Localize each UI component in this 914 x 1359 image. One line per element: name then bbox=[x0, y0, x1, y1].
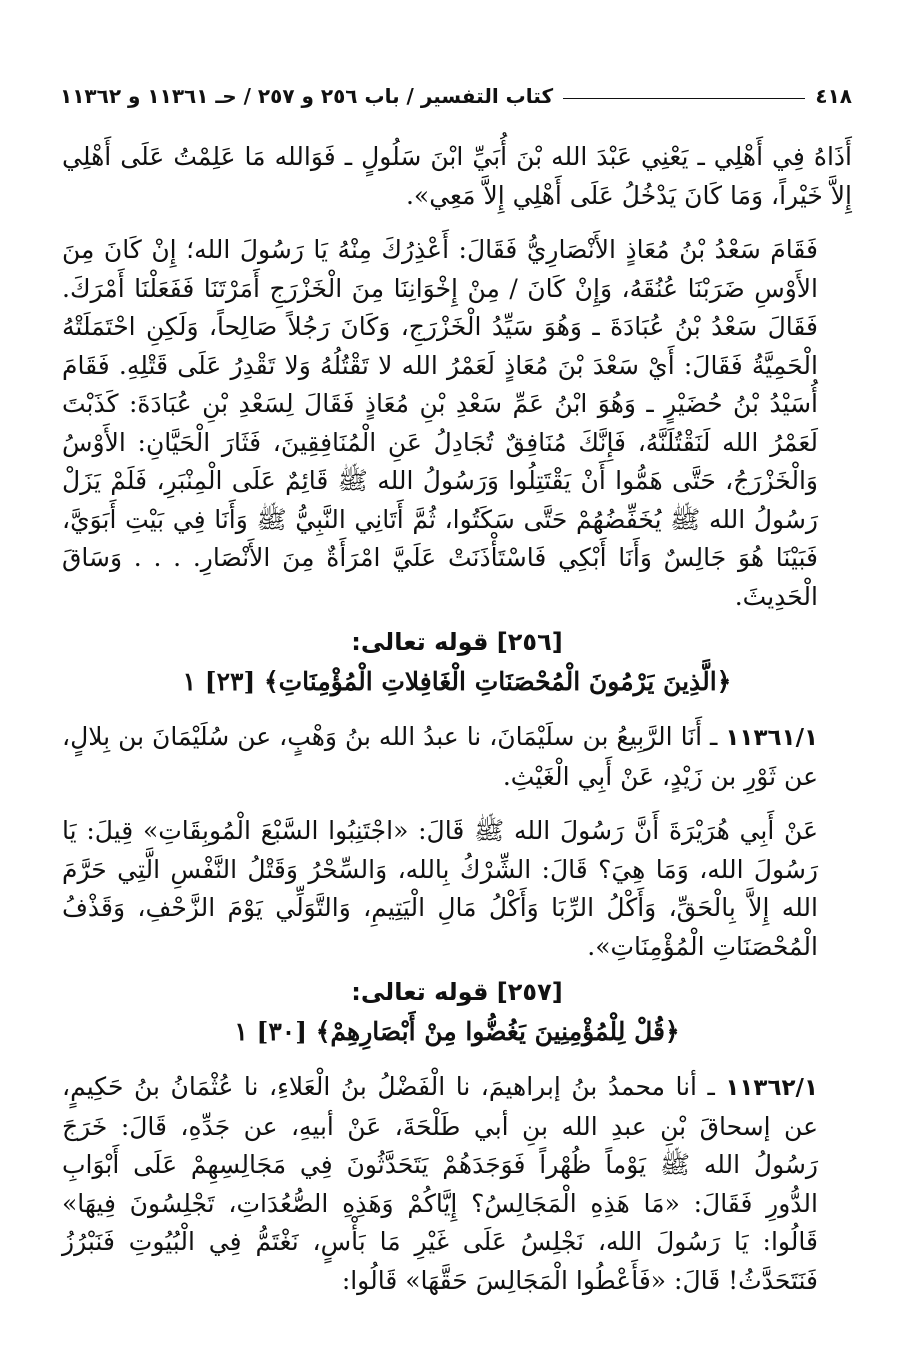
running-header bbox=[60, 84, 852, 108]
header-references: كتاب التفسير / باب ٢٥٦ و ٢٥٧ / حـ ١١٣٦١ و ١١٣٦٢ bbox=[60, 84, 554, 108]
section-title-257: [٢٥٧] قوله تعالى: bbox=[351, 978, 563, 1006]
hadith-number: ١١٣٦٢/١ bbox=[725, 1075, 818, 1101]
page-number: ٤١٨ bbox=[815, 84, 852, 108]
section-title-256: [٢٥٦] قوله تعالى: bbox=[351, 628, 563, 656]
hadith-11361 bbox=[62, 718, 852, 796]
page-body bbox=[62, 138, 852, 1300]
verse-256: ﴿الَّذِينَ يَرْمُونَ الْمُحْصَنَاتِ الْغَافِلاتِ الْمُؤْمِنَاتِ﴾ [٢٣] ١ bbox=[182, 667, 732, 696]
hadith-matn: عَنْ أَبِي هُرَيْرَةَ أَنَّ رَسُولَ الله ﷺ قَالَ: «اجْتَنِبُوا السَّبْعَ الْمُوبِقَاتِ» قِيلَ: يَا رَسُولَ الله، وَمَا هِيَ؟ قَالَ: الشِّرْكُ بِالله، وَالسِّحْرُ وَقَتْلُ النَّفْسِ الَّتِي حَرَّمَ الله إِلاَّ بِالْحَقِّ، وَأَكْلُ الرِّبَا وَأَكْلُ مَالِ الْيَتِيمِ، وَالتَّوَلِّي يَوْمَ الزَّحْفِ، وَقَذْفُ الْمُحْصَنَاتِ الْمُؤْمِنَاتِ». bbox=[62, 816, 818, 961]
hadith-text: ـ أنا محمدُ بنُ إبراهيمَ، نا الْفَضْلُ بنُ الْعَلاءِ، نا عُثْمَانُ بنُ حَكِيمٍ، عن إسحاقَ بْنِ عبدِ الله بنِ أبي طَلْحَةَ، عَنْ أبيهِ، عن جَدِّهِ، قَالَ: خَرَجَ رَسُولُ الله ﷺ يَوْماً ظُهْراً فَوَجَدَهُمْ يَتَحَدَّثُونَ فِي مَجَالِسِهِمْ عَلَى أَبْوَابِ الدُّورِ فَقَالَ: «مَا هَذِهِ الْمَجَالِسُ؟ إِيَّاكُمْ وَهَذِهِ الصُّعُدَاتِ، تَجْلِسُونَ فِيهَا» قَالُوا: يَا رَسُولَ الله، نَجْلِسُ عَلَى غَيْرِ مَا بَأْسٍ، نَغْتَمُّ فِي الْبُيُوتِ فَنَبْرُزُ فَنَتَحَدَّثُ! قَالَ: «فَأَعْطُوا الْمَجَالِسَ حَقَّهَا» قَالُوا: bbox=[62, 1072, 818, 1295]
hadith-isnad: ـ أَنَا الرَّبِيعُ بن سلَيْمَانَ، نا عبدُ الله بنُ وَهْبٍ، عن سُلَيْمَانَ بن بِلالٍ، عن ثَوْرِ بن زَيْدٍ، عَنْ أَبِي الْغَيْثِ. bbox=[62, 722, 818, 791]
header-rule bbox=[563, 98, 805, 99]
paragraph-saad: فَقَامَ سَعْدُ بْنُ مُعَاذٍ الأَنْصَارِيُّ فَقَالَ: أَعْذِرُكَ مِنْهُ يَا رَسُولَ الله؛ إِنْ كَانَ مِنَ الأَوْسِ ضَرَبْنَا عُنُقَهُ، وَإِنْ كَانَ / مِنْ إِخْوَانِنَا مِنَ الْخَزْرَجِ أَمَرْتَنَا فَفَعَلْنَا أَمْرَكَ. فَقَالَ سَعْدُ بْنُ عُبَادَةَ ـ وَهُوَ سَيِّدُ الْخَزْرَجِ، وَكَانَ رَجُلاً صَالِحاً، وَلَكِنِ احْتَمَلَتْهُ الْحَمِيَّةُ فَقَالَ: أَيْ سَعْدَ بْنَ مُعَاذٍ لَعَمْرُ الله لا تَقْتُلُهُ وَلا تَقْدِرُ عَلَى قَتْلِهِ. فَقَامَ أُسَيْدُ بْنُ حُضَيْرٍ ـ وَهُوَ ابْنُ عَمِّ سَعْدِ بْنِ مُعَاذٍ فَقَالَ لِسَعْدِ بْنِ عُبَادَةَ: كَذَبْتَ لَعَمْرُ الله لَنَقْتُلَنَّهُ، فَإِنَّكَ مُنَافِقٌ تُجَادِلُ عَنِ الْمُنَافِقِينَ، فَثَارَ الْحَيَّانِ: الأَوْسُ وَالْخَزْرَجُ، حَتَّى هَمُّوا أَنْ يَقْتَتِلُوا وَرَسُولُ الله ﷺ قَائِمٌ عَلَى الْمِنْبَرِ، فَلَمْ يَزَلْ رَسُولُ الله ﷺ يُخَفِّضُهُمْ حَتَّى سَكَتُوا، ثُمَّ أَتَانِي النَّبِيُّ ﷺ وَأَنَا فِي بَيْتِ أَبَوَيَّ، فَبَيْنَا هُوَ جَالِسٌ وَأَنَا أَبْكِي فَاسْتَأْذَنَتْ عَلَيَّ امْرَأَةٌ مِنَ الأَنْصَارِ. . . . وَسَاقَ الْحَدِيثَ. bbox=[62, 235, 818, 611]
hadith-11362 bbox=[62, 1068, 852, 1300]
hadith-number: ١١٣٦١/١ bbox=[725, 725, 819, 751]
paragraph-continuation: أَذَاهُ فِي أَهْلِي ـ يَعْنِي عَبْدَ الله بْنَ أُبَيِّ ابْنَ سَلُولٍ ـ فَوَالله مَا عَلِمْتُ عَلَى أَهْلِي إِلاَّ خَيْراً، وَمَا كَانَ يَدْخُلُ عَلَى أَهْلِي إِلاَّ مَعِي». bbox=[62, 142, 852, 210]
verse-257: ﴿قُلْ لِلْمُؤْمِنِينَ يَغُضُّوا مِنْ أَبْصَارِهِمْ﴾ [٣٠] ١ bbox=[234, 1017, 680, 1046]
